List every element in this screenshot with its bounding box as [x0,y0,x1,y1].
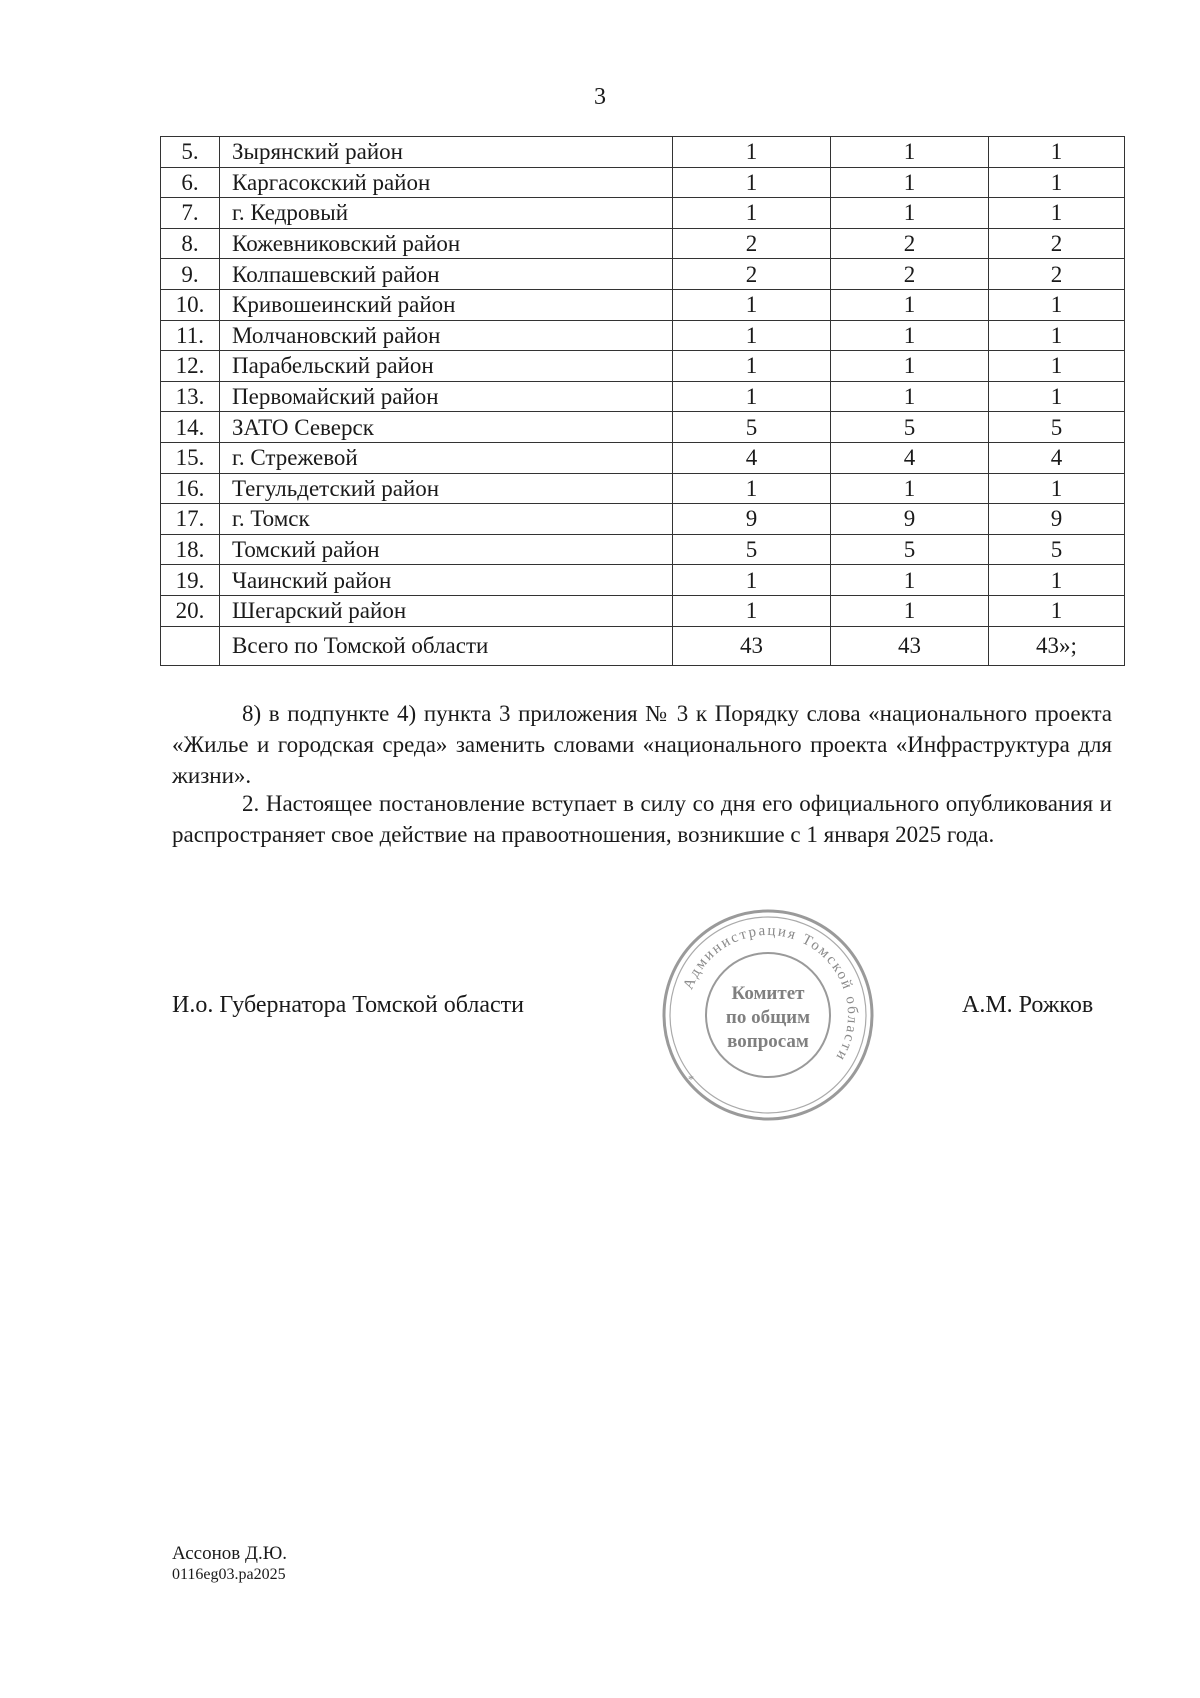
district-name-cell: г. Кедровый [220,198,673,229]
page-number: 3 [594,84,606,110]
value-2-cell: 2 [831,228,989,259]
value-3-cell: 1 [989,320,1125,351]
value-3-cell: 1 [989,167,1125,198]
row-number-cell: 16. [161,473,220,504]
value-1-cell: 1 [673,320,831,351]
value-2-cell: 1 [831,565,989,596]
table-row [161,504,1125,535]
district-name-cell: Парабельский район [220,351,673,382]
value-3-cell: 1 [989,381,1125,412]
row-number-cell: 9. [161,259,220,290]
official-stamp [658,905,878,1125]
value-1-cell: 1 [673,565,831,596]
value-1-cell: 1 [673,289,831,320]
value-3-cell: 43»; [989,626,1125,665]
value-2-cell: 5 [831,534,989,565]
row-number-cell: 14. [161,412,220,443]
row-number-cell: 13. [161,381,220,412]
value-1-cell: 43 [673,626,831,665]
value-3-cell: 1 [989,595,1125,626]
value-2-cell: 1 [831,198,989,229]
value-3-cell: 2 [989,228,1125,259]
row-number-cell: 15. [161,442,220,473]
district-name-cell: Томский район [220,534,673,565]
value-3-cell: 9 [989,504,1125,535]
footer-code: 0116eg03.pa2025 [172,1566,286,1583]
district-name-cell: Кожевниковский район [220,228,673,259]
value-2-cell: 9 [831,504,989,535]
value-3-cell: 1 [989,565,1125,596]
row-number-cell: 18. [161,534,220,565]
value-2-cell: 1 [831,137,989,168]
district-name-cell: Всего по Томской области [220,626,673,665]
value-2-cell: 1 [831,320,989,351]
district-name-cell: Кривошеинский район [220,289,673,320]
district-name-cell: Молчановский район [220,320,673,351]
row-number-cell: 12. [161,351,220,382]
row-number-cell: 19. [161,565,220,596]
district-name-cell: г. Томск [220,504,673,535]
value-1-cell: 1 [673,167,831,198]
row-number-cell [161,626,220,665]
row-number-cell: 20. [161,595,220,626]
value-3-cell: 5 [989,412,1125,443]
district-name-cell: Шегарский район [220,595,673,626]
stamp-ring-text: Администрация Томской области [680,922,861,1065]
value-2-cell: 2 [831,259,989,290]
value-3-cell: 4 [989,442,1125,473]
value-1-cell: 5 [673,412,831,443]
value-1-cell: 9 [673,504,831,535]
value-3-cell: 1 [989,137,1125,168]
table-body [161,137,1125,666]
value-1-cell: 1 [673,595,831,626]
district-name-cell: ЗАТО Северск [220,412,673,443]
table-row [161,442,1125,473]
table-row [161,167,1125,198]
value-2-cell: 1 [831,473,989,504]
table-row [161,565,1125,596]
value-1-cell: 1 [673,351,831,382]
district-name-cell: Каргасокский район [220,167,673,198]
value-3-cell: 1 [989,473,1125,504]
district-name-cell: Первомайский район [220,381,673,412]
table-row [161,595,1125,626]
row-number-cell: 17. [161,504,220,535]
value-2-cell: 1 [831,595,989,626]
value-3-cell: 1 [989,198,1125,229]
value-2-cell: 43 [831,626,989,665]
row-number-cell: 11. [161,320,220,351]
value-3-cell: 1 [989,289,1125,320]
value-3-cell: 5 [989,534,1125,565]
district-name-cell: Зырянский район [220,137,673,168]
district-name-cell: Чаинский район [220,565,673,596]
row-number-cell: 6. [161,167,220,198]
value-1-cell: 1 [673,137,831,168]
value-1-cell: 4 [673,442,831,473]
table-row [161,198,1125,229]
value-2-cell: 4 [831,442,989,473]
table-row [161,320,1125,351]
value-2-cell: 1 [831,289,989,320]
paragraph-item-8: 8) в подпункте 4) пункта 3 приложения № 3 к Порядку слова «национального проекта «Жилье и городская среда» заменить словами «национального проекта «Инфраструктура для жизни». [172,701,1112,788]
data-table [160,136,1125,666]
row-number-cell: 5. [161,137,220,168]
value-3-cell: 2 [989,259,1125,290]
table-row [161,534,1125,565]
value-1-cell: 5 [673,534,831,565]
value-2-cell: 1 [831,167,989,198]
table-row [161,228,1125,259]
stamp-asterisk: * [688,1072,694,1086]
stamp-line-3: вопросам [727,1031,809,1052]
table-row [161,137,1125,168]
value-3-cell: 1 [989,351,1125,382]
stamp-line-1: Комитет [731,983,805,1004]
signatory-title: И.о. Губернатора Томской области [172,992,524,1018]
row-number-cell: 8. [161,228,220,259]
district-name-cell: г. Стрежевой [220,442,673,473]
value-2-cell: 1 [831,381,989,412]
value-1-cell: 2 [673,259,831,290]
district-name-cell: Колпашевский район [220,259,673,290]
value-1-cell: 1 [673,381,831,412]
table-row [161,289,1125,320]
table-row [161,259,1125,290]
row-number-cell: 7. [161,198,220,229]
row-number-cell: 10. [161,289,220,320]
table-row [161,381,1125,412]
table-row [161,351,1125,382]
footer-author: Ассонов Д.Ю. [172,1543,287,1564]
value-1-cell: 1 [673,198,831,229]
signatory-name: А.М. Рожков [962,992,1094,1018]
value-1-cell: 2 [673,228,831,259]
paragraph-item-2: 2. Настоящее постановление вступает в силу со дня его официального опубликования и распространяет свое действие на правоотношения, возникшие с 1 января 2025 года. [172,791,1112,847]
value-1-cell: 1 [673,473,831,504]
district-name-cell: Тегульдетский район [220,473,673,504]
value-2-cell: 1 [831,351,989,382]
value-2-cell: 5 [831,412,989,443]
table-row [161,412,1125,443]
stamp-line-2: по общим [725,1007,811,1028]
table-total-row [161,626,1125,665]
table-row [161,473,1125,504]
